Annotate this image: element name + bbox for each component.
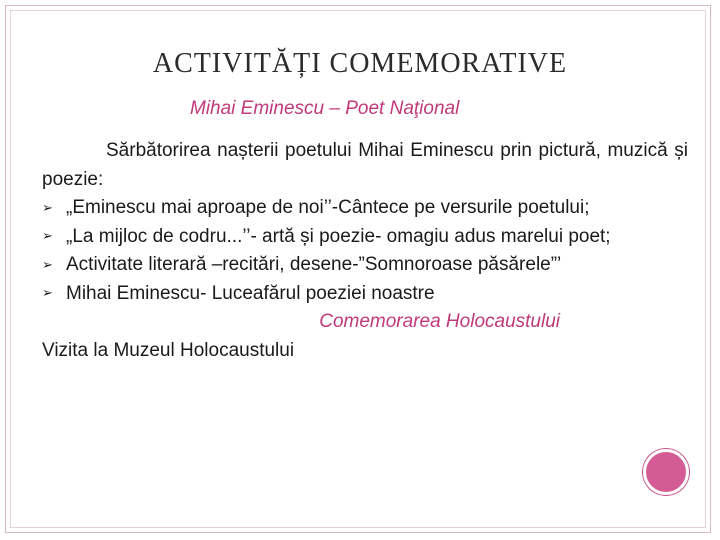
list-item-text: Activitate literară –recitări, desene-”Somnoroase păsărele”’ bbox=[66, 254, 562, 275]
list-item bbox=[42, 194, 688, 223]
museum-visit-line: Vizita la Muzeul Holocaustului bbox=[42, 339, 295, 361]
arrow-icon: ➢ bbox=[42, 285, 53, 301]
list-item-text: Mihai Eminescu- Luceafărul poeziei noastre bbox=[66, 282, 435, 304]
slide-title: ACTIVITĂȚI COMEMORATIVE bbox=[152, 48, 568, 79]
intro-paragraph: Sărbătorirea nașterii poetului Mihai Eminescu prin pictură, muzică și poezie: bbox=[42, 140, 688, 190]
activity-list bbox=[42, 194, 688, 308]
list-item-text: „La mijloc de codru...’’- artă și poezie- omagiu adus marelui poet; bbox=[66, 225, 611, 247]
list-item bbox=[42, 280, 688, 309]
slide-body bbox=[42, 137, 688, 365]
slide-subtitle: Mihai Eminescu – Poet Naţional bbox=[190, 98, 460, 119]
decorative-circle bbox=[643, 449, 689, 495]
list-item-text: „Eminescu mai aproape de noi’’-Cântece pe versurile poetului; bbox=[66, 197, 590, 218]
section-heading: Comemorarea Holocaustului bbox=[319, 311, 560, 332]
arrow-icon: ➢ bbox=[42, 228, 53, 244]
list-item bbox=[42, 223, 688, 252]
arrow-icon: ➢ bbox=[42, 199, 53, 215]
list-item bbox=[42, 251, 688, 280]
arrow-icon: ➢ bbox=[42, 256, 53, 272]
